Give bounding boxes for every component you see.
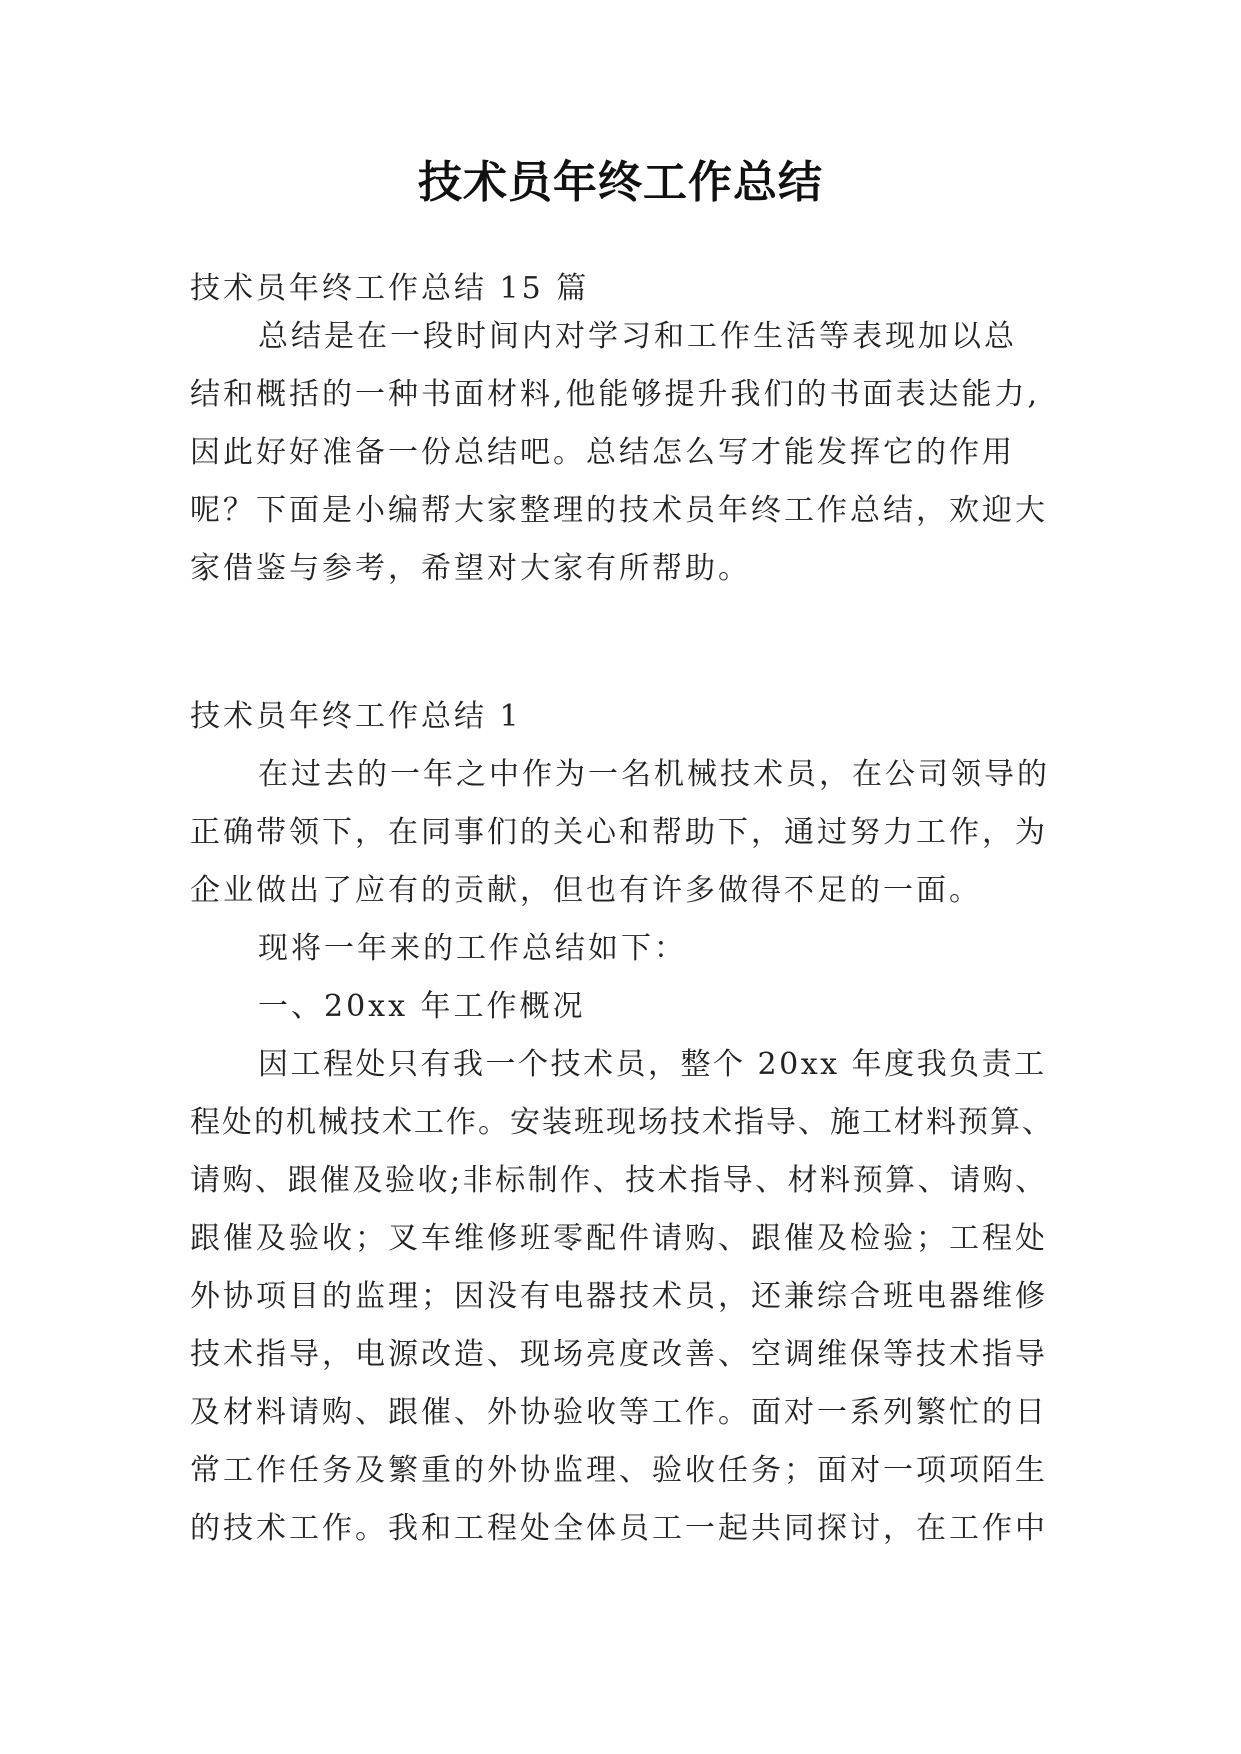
para3-line-1: 因工程处只有我一个技术员，整个 20xx 年度我负责工 (258, 1047, 1047, 1082)
paragraph-1 (190, 746, 1054, 920)
intro-line-4: 呢？下面是小编帮大家整理的技术员年终工作总结，欢迎大 (190, 493, 1048, 528)
paragraph-3 (190, 1036, 1054, 1558)
para3-line-3: 请购、跟催及验收;非标制作、技术指导、材料预算、请购、 (190, 1163, 1048, 1198)
para3-line-6: 技术指导，电源改造、现场亮度改善、空调维保等技术指导 (190, 1337, 1048, 1372)
intro-line-2: 结和概括的一种书面材料,他能够提升我们的书面表达能力, (190, 377, 1041, 412)
para1-line-3: 企业做出了应有的贡献，但也有许多做得不足的一面。 (190, 873, 982, 908)
para3-line-8: 常工作任务及繁重的外协监理、验收任务；面对一项项陌生 (190, 1453, 1048, 1488)
para1-line-2: 正确带领下，在同事们的关心和帮助下，通过努力工作，为 (190, 815, 1048, 850)
para2-line-1: 现将一年来的工作总结如下： (258, 931, 687, 966)
document-title: 技术员年终工作总结 (418, 157, 823, 208)
intro-line-3: 因此好好准备一份总结吧。总结怎么写才能发挥它的作用 (190, 435, 1015, 470)
para3-line-5: 外协项目的监理；因没有电器技术员，还兼综合班电器维修 (190, 1279, 1048, 1314)
sub-heading (190, 978, 1054, 1036)
document-subtitle: 技术员年终工作总结 15 篇 (190, 271, 590, 306)
para3-line-9: 的技术工作。我和工程处全体员工一起共同探讨，在工作中 (190, 1511, 1048, 1546)
paragraph-2 (190, 920, 1054, 978)
para1-line-1: 在过去的一年之中作为一名机械技术员，在公司领导的 (258, 757, 1050, 792)
intro-line-5: 家借鉴与参考，希望对大家有所帮助。 (190, 551, 751, 586)
para3-line-4: 跟催及验收；叉车维修班零配件请购、跟催及检验；工程处 (190, 1221, 1048, 1256)
para3-line-7: 及材料请购、跟催、外协验收等工作。面对一系列繁忙的日 (190, 1395, 1048, 1430)
sub-heading-text: 一、20xx 年工作概况 (258, 989, 586, 1024)
para3-line-2: 程处的机械技术工作。安装班现场技术指导、施工材料预算、 (190, 1105, 1054, 1140)
intro-line-1: 总结是在一段时间内对学习和工作生活等表现加以总 (258, 319, 1017, 354)
section-heading: 技术员年终工作总结 1 (190, 699, 522, 734)
intro-paragraph (190, 308, 1054, 598)
